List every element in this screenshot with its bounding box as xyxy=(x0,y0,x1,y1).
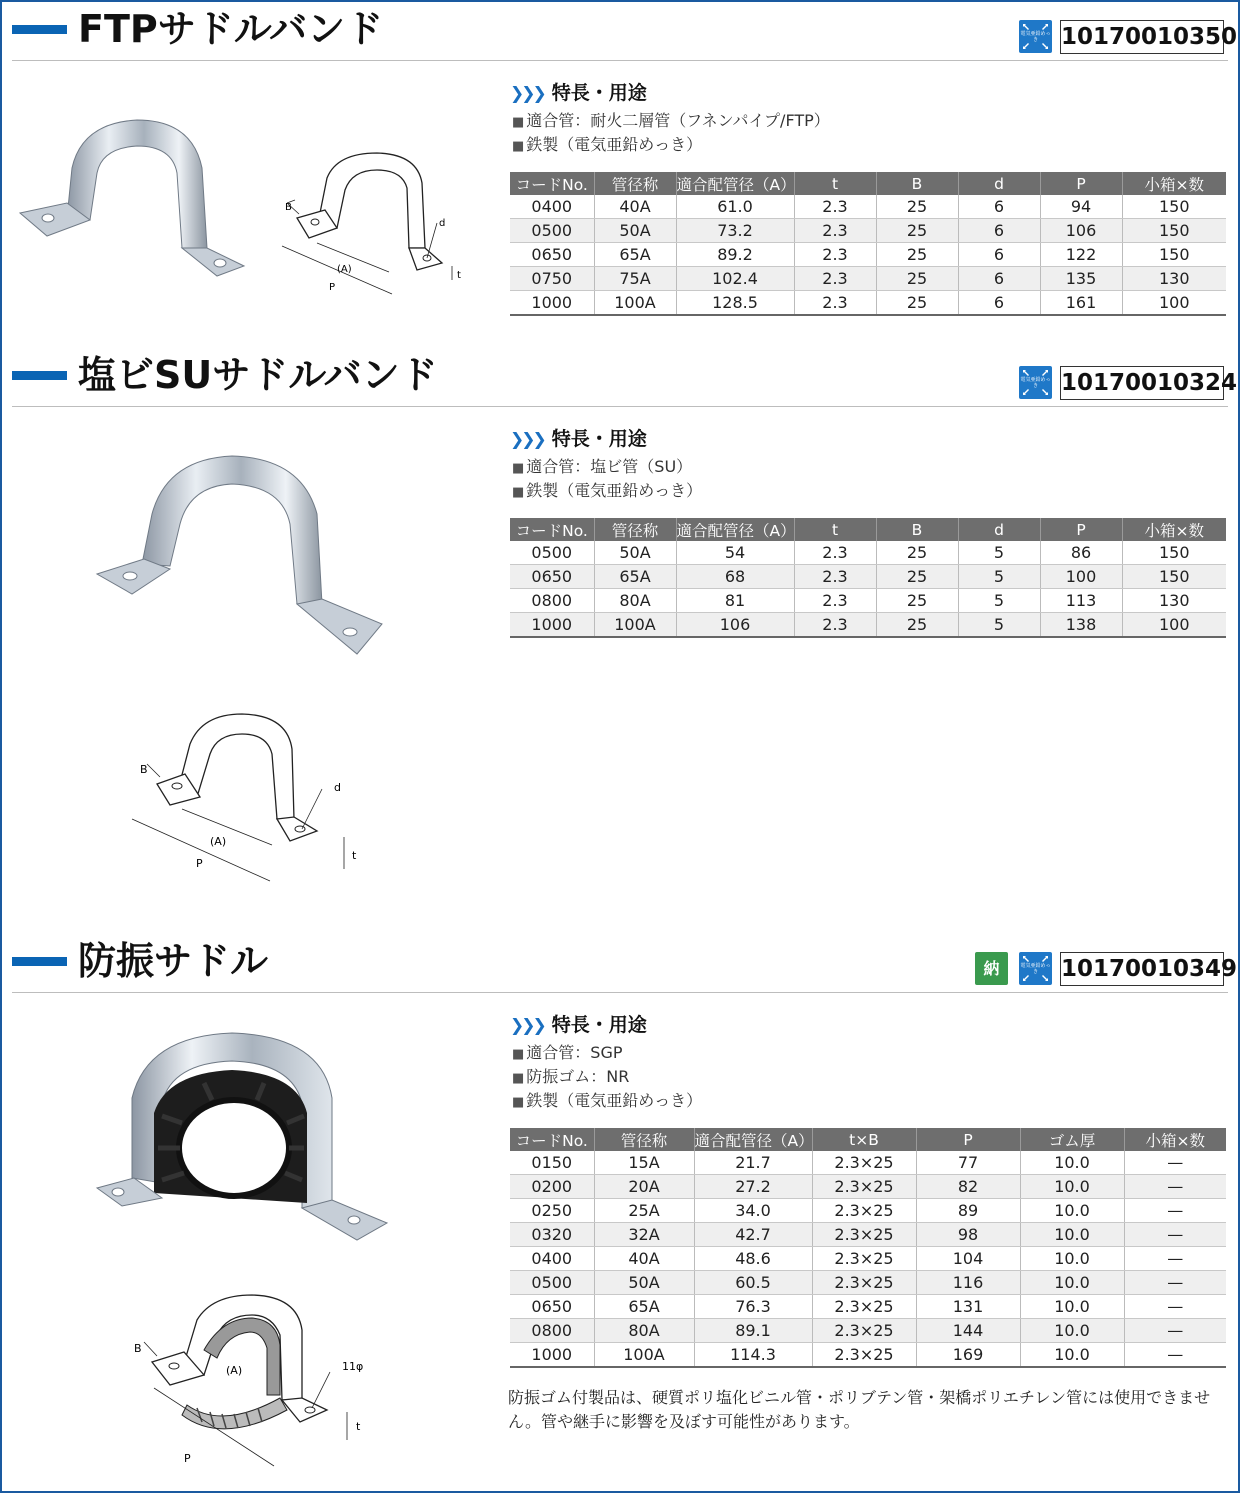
table-cell: 76.3 xyxy=(694,1295,812,1319)
table-cell: 116 xyxy=(916,1271,1020,1295)
table-cell: 25 xyxy=(876,613,958,638)
table-row xyxy=(510,541,1226,565)
table-cell: 10.0 xyxy=(1020,1247,1124,1271)
table-row xyxy=(510,1199,1226,1223)
table-cell: 73.2 xyxy=(676,219,794,243)
label-hole: 11φ xyxy=(342,1360,364,1373)
table-cell: 138 xyxy=(1040,613,1122,638)
table-cell: 25 xyxy=(876,541,958,565)
table-header-row xyxy=(510,518,1226,541)
table-cell: 10.0 xyxy=(1020,1175,1124,1199)
column-header: d xyxy=(958,172,1040,195)
label-b: B xyxy=(140,763,148,776)
column-header: 適合配管径（A） xyxy=(694,1128,812,1151)
table-cell: 2.3 xyxy=(794,267,876,291)
table-cell: 2.3 xyxy=(794,565,876,589)
table-cell: 68 xyxy=(676,565,794,589)
table-header-row xyxy=(510,1128,1226,1151)
delivery-icon: 納 xyxy=(975,952,1008,985)
table-cell: 42.7 xyxy=(694,1223,812,1247)
table-cell: 104 xyxy=(916,1247,1020,1271)
table-row xyxy=(510,589,1226,613)
table-row xyxy=(510,267,1226,291)
table-cell: 10.0 xyxy=(1020,1319,1124,1343)
table-cell: 40A xyxy=(594,1247,694,1271)
divider xyxy=(12,992,1228,993)
table-cell: 6 xyxy=(958,195,1040,219)
table-cell: 2.3×25 xyxy=(812,1223,916,1247)
table-cell: 130 xyxy=(1122,589,1226,613)
table-cell: 10.0 xyxy=(1020,1343,1124,1368)
table-cell: 25 xyxy=(876,195,958,219)
table-cell: — xyxy=(1124,1319,1226,1343)
table-cell: 0320 xyxy=(510,1223,594,1247)
feature-item: ■ 鉄製（電気亜鉛めっき） xyxy=(512,1091,703,1110)
features-heading: ❯❯❯ 特長・用途 xyxy=(510,1014,647,1036)
table-cell: 89.2 xyxy=(676,243,794,267)
table-cell: 100A xyxy=(594,613,676,638)
dimension-diagram xyxy=(122,709,372,889)
table-cell: 135 xyxy=(1040,267,1122,291)
table-cell: 25 xyxy=(876,219,958,243)
table-cell: 25 xyxy=(876,565,958,589)
features-heading: ❯❯❯ 特長・用途 xyxy=(510,428,647,450)
label-p: P xyxy=(196,857,203,870)
column-header: P xyxy=(916,1128,1020,1151)
label-b: B xyxy=(285,202,292,213)
table-cell: — xyxy=(1124,1271,1226,1295)
spec-table xyxy=(510,1128,1226,1368)
table-cell: 50A xyxy=(594,219,676,243)
table-cell: 0800 xyxy=(510,1319,594,1343)
table-cell: 54 xyxy=(676,541,794,565)
table-cell: 131 xyxy=(916,1295,1020,1319)
label-p: P xyxy=(329,282,336,293)
table-cell: 10.0 xyxy=(1020,1271,1124,1295)
table-cell: 25 xyxy=(876,291,958,316)
column-header: 管径称 xyxy=(594,1128,694,1151)
table-cell: 1000 xyxy=(510,1343,594,1368)
table-cell: 150 xyxy=(1122,565,1226,589)
column-header: B xyxy=(876,172,958,195)
table-cell: 0200 xyxy=(510,1175,594,1199)
column-header: 管径称 xyxy=(594,518,676,541)
chevron-icon: ❯❯❯ xyxy=(510,430,544,450)
table-cell: 0750 xyxy=(510,267,594,291)
divider xyxy=(12,406,1228,407)
column-header: P xyxy=(1040,518,1122,541)
feature-item: ■ 適合管：SGP xyxy=(512,1043,623,1062)
table-cell: 61.0 xyxy=(676,195,794,219)
column-header: ゴム厚 xyxy=(1020,1128,1124,1151)
table-cell: 65A xyxy=(594,565,676,589)
feature-item: ■ 鉄製（電気亜鉛めっき） xyxy=(512,135,703,154)
table-cell: 161 xyxy=(1040,291,1122,316)
table-cell: 106 xyxy=(1040,219,1122,243)
table-cell: 10.0 xyxy=(1020,1151,1124,1175)
table-cell: 40A xyxy=(594,195,676,219)
product-photo xyxy=(12,108,252,278)
table-cell: 10.0 xyxy=(1020,1223,1124,1247)
label-t: t xyxy=(356,1420,361,1433)
table-header-row xyxy=(510,172,1226,195)
product-code: 10170010350 xyxy=(1060,20,1224,54)
table-cell: 0400 xyxy=(510,195,594,219)
table-cell: 114.3 xyxy=(694,1343,812,1368)
table-cell: 6 xyxy=(958,267,1040,291)
column-header: P xyxy=(1040,172,1122,195)
table-cell: 2.3×25 xyxy=(812,1247,916,1271)
column-header: 管径称 xyxy=(594,172,676,195)
table-cell: 113 xyxy=(1040,589,1122,613)
table-cell: 150 xyxy=(1122,195,1226,219)
table-cell: 130 xyxy=(1122,267,1226,291)
label-t: t xyxy=(457,270,461,281)
column-header: コードNo. xyxy=(510,1128,594,1151)
column-header: t xyxy=(794,518,876,541)
product-code: 10170010324 xyxy=(1060,366,1224,400)
table-cell: 15A xyxy=(594,1151,694,1175)
label-b: B xyxy=(134,1342,142,1355)
section-title: FTPサドルバンド xyxy=(78,7,384,51)
feature-item: ■ 鉄製（電気亜鉛めっき） xyxy=(512,481,703,500)
zinc-plating-icon: 電気亜鉛めっき xyxy=(1019,366,1052,399)
label-p: P xyxy=(184,1452,191,1465)
table-cell: 106 xyxy=(676,613,794,638)
table-cell: 169 xyxy=(916,1343,1020,1368)
dimension-diagram xyxy=(122,1290,382,1480)
table-row xyxy=(510,291,1226,316)
table-cell: 21.7 xyxy=(694,1151,812,1175)
dimension-diagram xyxy=(277,148,477,298)
title-accent-bar xyxy=(12,957,67,966)
section-header xyxy=(2,940,1238,984)
table-cell: 0650 xyxy=(510,1295,594,1319)
table-cell: 65A xyxy=(594,1295,694,1319)
column-header: 小箱×数 xyxy=(1122,518,1226,541)
column-header: B xyxy=(876,518,958,541)
table-cell: 34.0 xyxy=(694,1199,812,1223)
table-cell: 0250 xyxy=(510,1199,594,1223)
table-cell: 94 xyxy=(1040,195,1122,219)
column-header: コードNo. xyxy=(510,172,594,195)
section-pvc-su xyxy=(2,354,1238,914)
table-row xyxy=(510,219,1226,243)
table-cell: — xyxy=(1124,1247,1226,1271)
table-row xyxy=(510,1319,1226,1343)
section-header xyxy=(2,8,1238,52)
table-cell: 80A xyxy=(594,589,676,613)
table-cell: 0650 xyxy=(510,243,594,267)
product-photo xyxy=(92,444,392,664)
product-photo xyxy=(92,1028,392,1248)
table-row xyxy=(510,1271,1226,1295)
table-cell: 25 xyxy=(876,267,958,291)
table-cell: 1000 xyxy=(510,613,594,638)
table-cell: 6 xyxy=(958,243,1040,267)
table-cell: 5 xyxy=(958,589,1040,613)
features-heading: ❯❯❯ 特長・用途 xyxy=(510,82,647,104)
table-cell: 2.3×25 xyxy=(812,1199,916,1223)
column-header: 小箱×数 xyxy=(1124,1128,1226,1151)
feature-item: ■ 適合管：塩ビ管（SU） xyxy=(512,457,693,476)
table-row xyxy=(510,1151,1226,1175)
table-cell: 65A xyxy=(594,243,676,267)
table-row xyxy=(510,565,1226,589)
table-cell: 102.4 xyxy=(676,267,794,291)
feature-item: ■ 適合管：耐火二層管（フネンパイプ/FTP） xyxy=(512,111,830,130)
table-cell: 0500 xyxy=(510,219,594,243)
column-header: 適合配管径（A） xyxy=(676,172,794,195)
zinc-plating-icon: 電気亜鉛めっき xyxy=(1019,20,1052,53)
table-cell: 77 xyxy=(916,1151,1020,1175)
table-cell: 2.3×25 xyxy=(812,1295,916,1319)
table-cell: 89.1 xyxy=(694,1319,812,1343)
label-a: (A) xyxy=(337,264,352,275)
label-a: (A) xyxy=(210,835,227,848)
table-cell: — xyxy=(1124,1199,1226,1223)
table-cell: 25 xyxy=(876,243,958,267)
table-cell: 20A xyxy=(594,1175,694,1199)
table-cell: — xyxy=(1124,1295,1226,1319)
table-cell: 0500 xyxy=(510,1271,594,1295)
label-d: d xyxy=(334,781,341,794)
label-t: t xyxy=(352,849,357,862)
table-cell: 10.0 xyxy=(1020,1295,1124,1319)
zinc-plating-icon: 電気亜鉛めっき xyxy=(1019,952,1052,985)
table-cell: 2.3×25 xyxy=(812,1319,916,1343)
table-row xyxy=(510,613,1226,638)
table-cell: 5 xyxy=(958,541,1040,565)
table-cell: 2.3×25 xyxy=(812,1151,916,1175)
table-cell: 5 xyxy=(958,565,1040,589)
table-cell: 100 xyxy=(1040,565,1122,589)
chevron-icon: ❯❯❯ xyxy=(510,84,544,104)
table-cell: 6 xyxy=(958,291,1040,316)
table-cell: 2.3×25 xyxy=(812,1175,916,1199)
column-header: コードNo. xyxy=(510,518,594,541)
table-row xyxy=(510,1175,1226,1199)
table-cell: 100A xyxy=(594,291,676,316)
table-cell: 27.2 xyxy=(694,1175,812,1199)
table-cell: 144 xyxy=(916,1319,1020,1343)
column-header: d xyxy=(958,518,1040,541)
table-cell: 128.5 xyxy=(676,291,794,316)
table-cell: 80A xyxy=(594,1319,694,1343)
table-cell: 25A xyxy=(594,1199,694,1223)
table-cell: — xyxy=(1124,1343,1226,1368)
table-cell: 0150 xyxy=(510,1151,594,1175)
table-cell: 2.3 xyxy=(794,589,876,613)
table-cell: 0500 xyxy=(510,541,594,565)
column-header: 小箱×数 xyxy=(1122,172,1226,195)
table-cell: 50A xyxy=(594,541,676,565)
table-cell: 2.3 xyxy=(794,541,876,565)
table-row xyxy=(510,1343,1226,1368)
divider xyxy=(12,60,1228,61)
table-cell: 50A xyxy=(594,1271,694,1295)
table-cell: 2.3 xyxy=(794,243,876,267)
table-cell: 81 xyxy=(676,589,794,613)
table-cell: 100 xyxy=(1122,613,1226,638)
table-cell: — xyxy=(1124,1175,1226,1199)
table-cell: 75A xyxy=(594,267,676,291)
feature-item: ■ 防振ゴム：NR xyxy=(512,1067,630,1086)
table-row xyxy=(510,195,1226,219)
column-header: t×B xyxy=(812,1128,916,1151)
section-ftp xyxy=(2,8,1238,338)
table-cell: 122 xyxy=(1040,243,1122,267)
table-cell: 150 xyxy=(1122,541,1226,565)
column-header: 適合配管径（A） xyxy=(676,518,794,541)
table-row xyxy=(510,1247,1226,1271)
table-cell: 86 xyxy=(1040,541,1122,565)
table-cell: 2.3 xyxy=(794,291,876,316)
table-cell: 100 xyxy=(1122,291,1226,316)
table-cell: 25 xyxy=(876,589,958,613)
table-cell: 60.5 xyxy=(694,1271,812,1295)
title-accent-bar xyxy=(12,371,67,380)
table-cell: 0800 xyxy=(510,589,594,613)
label-a: (A) xyxy=(226,1364,243,1377)
table-cell: 48.6 xyxy=(694,1247,812,1271)
table-cell: 2.3×25 xyxy=(812,1343,916,1368)
table-cell: 5 xyxy=(958,613,1040,638)
table-cell: 2.3 xyxy=(794,195,876,219)
table-cell: 6 xyxy=(958,219,1040,243)
section-title: 防振サドル xyxy=(78,939,269,983)
table-cell: 100A xyxy=(594,1343,694,1368)
product-code: 10170010349 xyxy=(1060,952,1224,986)
spec-table xyxy=(510,518,1226,638)
section-title: 塩ビSUサドルバンド xyxy=(78,353,438,397)
table-cell: 10.0 xyxy=(1020,1199,1124,1223)
table-cell: 89 xyxy=(916,1199,1020,1223)
label-d: d xyxy=(439,218,446,229)
table-cell: 0400 xyxy=(510,1247,594,1271)
table-cell: 2.3 xyxy=(794,613,876,638)
table-row xyxy=(510,1223,1226,1247)
table-cell: 150 xyxy=(1122,219,1226,243)
spec-table xyxy=(510,172,1226,316)
table-cell: 98 xyxy=(916,1223,1020,1247)
table-cell: 150 xyxy=(1122,243,1226,267)
table-cell: 2.3 xyxy=(794,219,876,243)
table-row xyxy=(510,243,1226,267)
column-header: t xyxy=(794,172,876,195)
usage-note: 防振ゴム付製品は、硬質ポリ塩化ビニル管・ポリブテン管・架橋ポリエチレン管には使用できません。管や継手に影響を及ぼす可能性があります。 xyxy=(508,1388,1211,1431)
table-cell: 0650 xyxy=(510,565,594,589)
table-cell: — xyxy=(1124,1151,1226,1175)
table-cell: 32A xyxy=(594,1223,694,1247)
title-accent-bar xyxy=(12,25,67,34)
section-header xyxy=(2,354,1238,398)
chevron-icon: ❯❯❯ xyxy=(510,1016,544,1036)
table-cell: 1000 xyxy=(510,291,594,316)
table-cell: 2.3×25 xyxy=(812,1271,916,1295)
table-row xyxy=(510,1295,1226,1319)
table-cell: 82 xyxy=(916,1175,1020,1199)
table-cell: — xyxy=(1124,1223,1226,1247)
